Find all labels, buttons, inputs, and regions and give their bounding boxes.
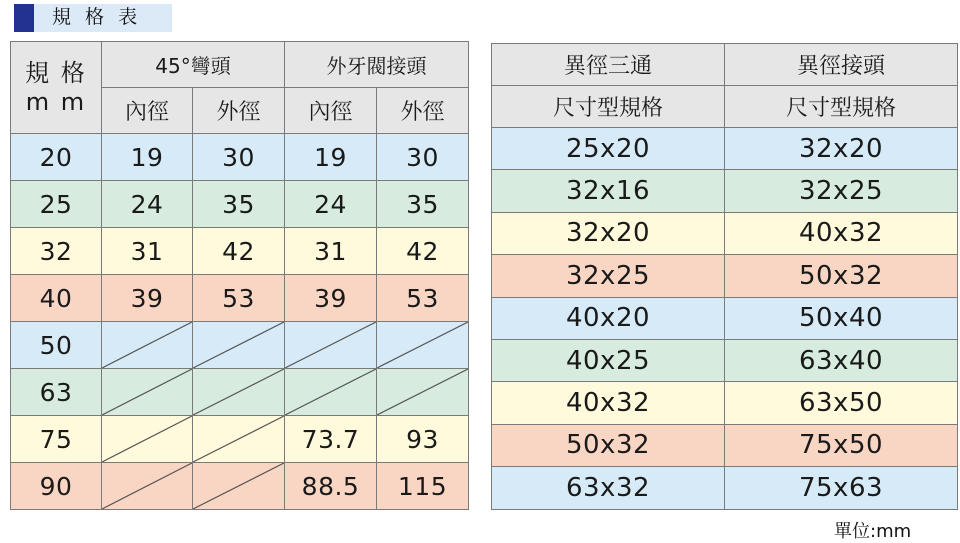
reducer-size-cell: 32x25 [725,170,958,212]
reducer-size-cell: 63x40 [725,339,958,381]
spec-label-line2: m m [25,87,87,116]
valve-outer-cell: 42 [377,228,469,275]
diagonal-slash-icon [102,463,192,509]
valve-outer-cell: 93 [377,416,469,463]
elbow-inner-cell: 24 [102,181,193,228]
valve-outer-cell: 53 [377,275,469,322]
reducing-tee-header: 異徑三通 [492,44,725,86]
valve-inner-cell: 31 [285,228,377,275]
elbow-inner-diameter-header: 內徑 [102,88,193,134]
elbow-outer-cell: 30 [193,134,285,181]
diagonal-slash-icon [102,416,192,462]
not-applicable-cell [102,322,193,369]
reducer-size-cell: 40x32 [725,212,958,254]
diagonal-slash-icon [285,369,376,415]
valve-outer-diameter-header: 外徑 [377,88,469,134]
reducing-tee-size-cell: 32x25 [492,255,725,297]
not-applicable-cell [102,369,193,416]
reducing-tee-size-cell: 40x32 [492,382,725,424]
table-row [11,275,469,322]
reducing-tee-size-cell: 63x32 [492,467,725,509]
valve-inner-cell: 24 [285,181,377,228]
table-row [11,463,469,510]
elbow-45-header: 45°彎頭 [102,42,285,88]
table-row [11,134,469,181]
diagonal-slash-icon [193,416,284,462]
not-applicable-cell [193,322,285,369]
reducer-size-cell: 50x40 [725,297,958,339]
table-row [492,424,958,466]
reducer-size-cell: 75x63 [725,467,958,509]
not-applicable-cell [377,322,469,369]
table-row [492,128,958,170]
not-applicable-cell [102,416,193,463]
valve-outer-cell: 35 [377,181,469,228]
spec-cell: 40 [11,275,102,322]
valve-inner-cell: 19 [285,134,377,181]
elbow-outer-cell: 42 [193,228,285,275]
table-row [11,322,469,369]
valve-inner-cell: 73.7 [285,416,377,463]
page-title: 規 格 表 [52,6,142,28]
diagonal-slash-icon [193,322,284,368]
reducing-tee-size-cell: 40x25 [492,339,725,381]
diagonal-slash-icon [193,463,284,509]
reducer-size-cell: 32x20 [725,128,958,170]
reducer-size-cell: 75x50 [725,424,958,466]
not-applicable-cell [102,463,193,510]
spec-cell: 32 [11,228,102,275]
table-row [492,339,958,381]
spec-cell: 90 [11,463,102,510]
elbow-outer-diameter-header: 外徑 [193,88,285,134]
spec-cell: 25 [11,181,102,228]
spec-cell: 20 [11,134,102,181]
spec-cell: 75 [11,416,102,463]
reducer-size-spec-header: 尺寸型規格 [725,86,958,128]
table-row [492,467,958,509]
unit-note: 單位:mm [834,521,912,542]
not-applicable-cell [193,463,285,510]
diagonal-slash-icon [102,369,192,415]
elbow-valve-spec-table [10,41,469,510]
diagonal-slash-icon [377,369,468,415]
table-row [11,369,469,416]
male-thread-valve-header: 外牙閥接頭 [285,42,469,88]
table-row [492,255,958,297]
not-applicable-cell [193,369,285,416]
valve-inner-cell: 39 [285,275,377,322]
reducer-size-cell: 63x50 [725,382,958,424]
table-row [11,181,469,228]
spec-mm-header [11,42,102,134]
not-applicable-cell [285,369,377,416]
title-accent-block [14,4,34,32]
table-row [11,228,469,275]
tee-size-spec-header: 尺寸型規格 [492,86,725,128]
valve-outer-cell: 115 [377,463,469,510]
not-applicable-cell [193,416,285,463]
spec-cell: 63 [11,369,102,416]
reducing-tee-size-cell: 25x20 [492,128,725,170]
elbow-inner-cell: 19 [102,134,193,181]
elbow-outer-cell: 35 [193,181,285,228]
reducing-tee-size-cell: 50x32 [492,424,725,466]
reducing-tee-size-cell: 32x20 [492,212,725,254]
spec-label-line1: 規 格 [25,58,87,87]
valve-inner-cell: 88.5 [285,463,377,510]
reducing-tee-size-cell: 40x20 [492,297,725,339]
reducer-coupling-header: 異徑接頭 [725,44,958,86]
elbow-inner-cell: 31 [102,228,193,275]
diagonal-slash-icon [377,322,468,368]
table-row [11,416,469,463]
elbow-inner-cell: 39 [102,275,193,322]
diagonal-slash-icon [102,322,192,368]
not-applicable-cell [285,322,377,369]
valve-outer-cell: 30 [377,134,469,181]
reducing-tee-size-cell: 32x16 [492,170,725,212]
valve-inner-diameter-header: 內徑 [285,88,377,134]
not-applicable-cell [377,369,469,416]
reducer-spec-table [491,43,958,510]
table-row [492,170,958,212]
elbow-outer-cell: 53 [193,275,285,322]
table-row [492,212,958,254]
reducer-size-cell: 50x32 [725,255,958,297]
table-row [492,382,958,424]
table-row [492,297,958,339]
diagonal-slash-icon [285,322,376,368]
spec-cell: 50 [11,322,102,369]
diagonal-slash-icon [193,369,284,415]
